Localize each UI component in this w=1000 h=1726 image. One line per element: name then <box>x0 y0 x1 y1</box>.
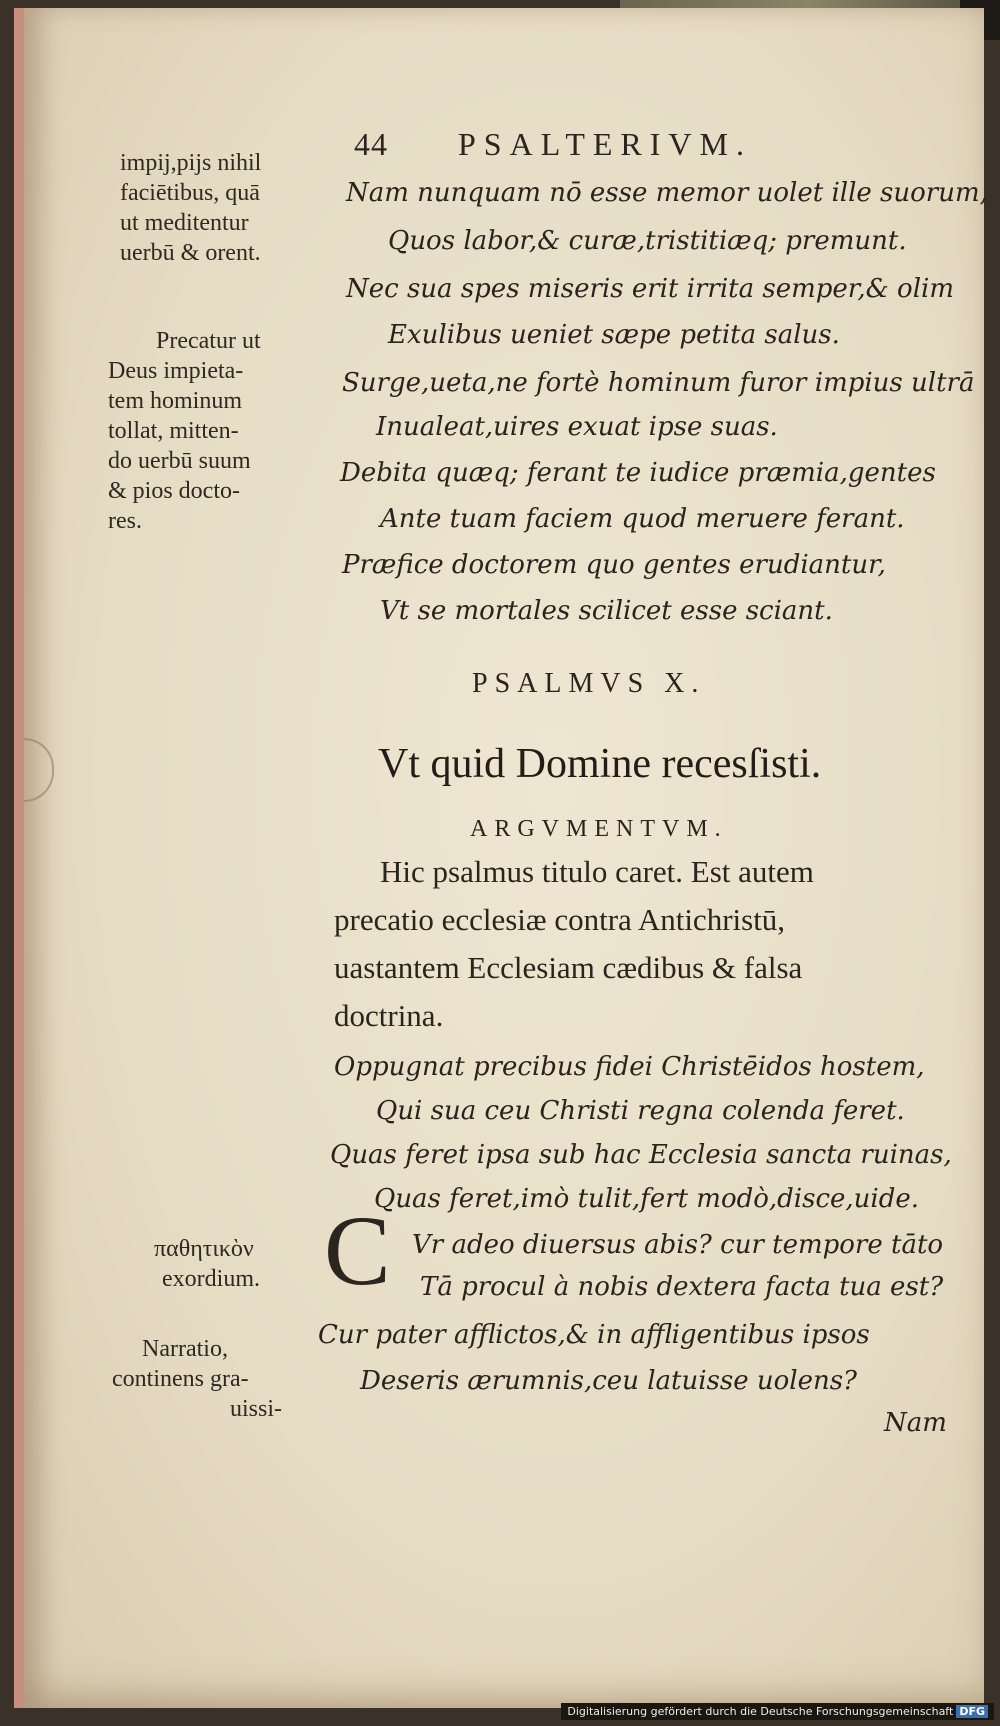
margin-line: Narratio, <box>142 1336 228 1362</box>
margin-line: tollat, mitten- <box>108 418 239 444</box>
margin-line: uerbū & orent. <box>120 240 261 266</box>
margin-line: tem hominum <box>108 388 242 414</box>
verse-line: Vr adeo diuersus abis? cur tempore tāto <box>412 1230 944 1260</box>
margin-note-exordium <box>154 1234 260 1294</box>
verse-line: Vt se mortales scilicet esse sciant. <box>380 596 833 626</box>
verse-line: Exulibus ueniet sæpe petita salus. <box>388 320 840 350</box>
argument-line: uastantem Ecclesiam cædibus & falsa <box>334 950 803 985</box>
verse-line: Quos labor,& curæ,tristitiæq; premunt. <box>388 226 907 256</box>
margin-line: res. <box>108 508 142 534</box>
margin-line: & pios docto- <box>108 478 240 504</box>
verse-line: Quas feret ipsa sub hac Ecclesia sancta ruinas, <box>330 1140 952 1170</box>
verse-line: Præfice doctorem quo gentes erudiantur, <box>342 550 886 580</box>
running-title: PSALTERIVM. <box>458 126 752 162</box>
catchword: Nam <box>884 1408 947 1438</box>
verse-line: Surge,ueta,ne fortè hominum furor impius ultrā <box>342 368 975 398</box>
margin-line: faciētibus, quā <box>120 180 260 206</box>
psalm-incipit: Vt quid Domine recesſisti. <box>378 741 822 787</box>
margin-line: do uerbū suum <box>108 448 251 474</box>
verse-line: Tā procul à nobis dextera facta tua est? <box>420 1272 944 1302</box>
verse-line: Inualeat,uires exuat ipse suas. <box>376 412 778 442</box>
verse-line: Debita quæq; ferant te iudice præmia,gentes <box>340 458 936 488</box>
margin-line: exordium. <box>162 1266 260 1292</box>
argument-heading: ARGVMENTVM. <box>470 816 728 842</box>
verse-line: Nam nunquam nō esse memor uolet ille suorum, <box>346 178 988 208</box>
psalm-heading: PSALMVS X. <box>472 668 706 699</box>
argument-line: precatio ecclesiæ contra Antichristū, <box>334 902 786 937</box>
page-number: 44 <box>354 126 388 162</box>
dfg-logo: DFG <box>956 1705 988 1718</box>
argument-line: Hic psalmus titulo caret. Est autem <box>380 854 814 889</box>
margin-note-mid <box>108 326 261 536</box>
verse-line: Ante tuam faciem quod meruere ferant. <box>380 504 905 534</box>
verse-line: Cur pater afflictos,& in affligentibus ipsos <box>318 1320 870 1350</box>
verse-line: Deseris ærumnis,ceu latuisse uolens? <box>360 1366 857 1396</box>
footer-text: Digitalisierung gefördert durch die Deutsche Forschungsgemeinschaft <box>567 1705 954 1718</box>
margin-line: impij,pijs nihil <box>120 150 262 176</box>
running-head <box>354 126 752 163</box>
margin-line: ut meditentur <box>120 210 249 236</box>
argument-line: doctrina. <box>334 998 444 1033</box>
margin-note-narratio <box>112 1334 282 1424</box>
verse-line: Quas feret,imò tulit,fert modò,disce,uide. <box>374 1184 920 1214</box>
verse-line: Qui sua ceu Christi regna colenda feret. <box>376 1096 905 1126</box>
book-page <box>14 8 988 1708</box>
margin-line: παθητικὸν <box>154 1236 254 1262</box>
margin-note-top <box>120 148 261 268</box>
clasp-mark <box>24 738 54 802</box>
margin-line: continens gra- <box>112 1366 249 1392</box>
verse-line: Nec sua spes miseris erit irrita semper,& olim <box>346 274 954 304</box>
verse-line: Oppugnat precibus fidei Christēidos hostem, <box>334 1052 925 1082</box>
digitization-footer <box>561 1703 994 1720</box>
margin-line: Deus impieta- <box>108 358 244 384</box>
margin-line: Precatur ut <box>156 328 261 354</box>
drop-cap: C <box>324 1195 391 1306</box>
margin-line: uissi- <box>230 1396 283 1422</box>
